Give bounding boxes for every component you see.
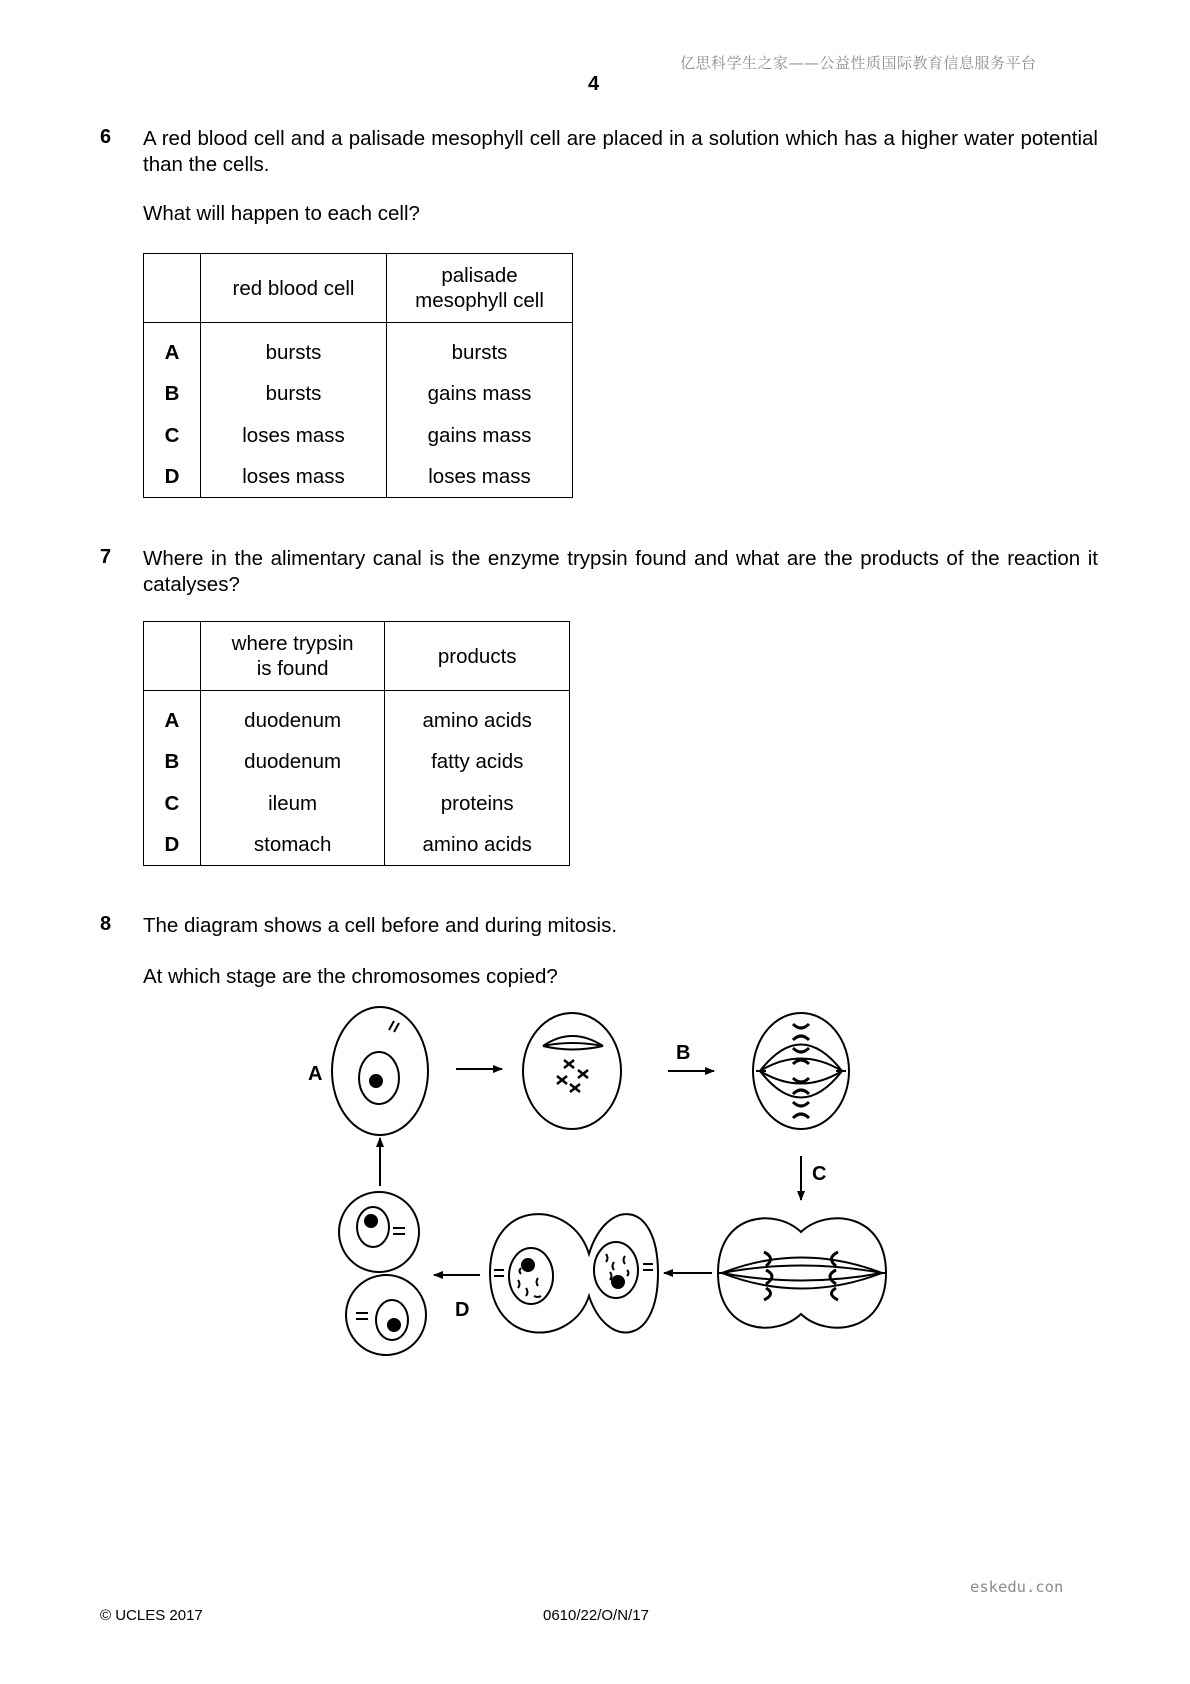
cell-anaphase — [717, 1218, 887, 1327]
spindle-fibre — [543, 1043, 603, 1046]
q8-question: At which stage are the chromosomes copied? — [143, 965, 558, 988]
centrioles — [389, 1021, 399, 1032]
q7-row-c-where: ileum — [200, 783, 385, 825]
q7-number: 7 — [100, 546, 112, 568]
q8-number: 8 — [100, 913, 112, 935]
label-a: A — [308, 1063, 323, 1085]
q6-option-c: C — [144, 415, 201, 457]
q7-option-d: D — [144, 825, 201, 866]
label-b: B — [676, 1042, 691, 1064]
q6-question: What will happen to each cell? — [143, 202, 420, 225]
q7-row-a-products: amino acids — [385, 691, 570, 742]
q8-text: The diagram shows a cell before and during mitosis. — [143, 914, 618, 937]
header-watermark: 亿思科学生之家——公益性质国际教育信息服务平台 — [680, 54, 1037, 72]
label-c: C — [812, 1163, 827, 1185]
cell-daughter-top — [339, 1192, 419, 1272]
footer-watermark: eskedu.con — [970, 1578, 1064, 1596]
q6-row-b-red: bursts — [201, 373, 387, 415]
cell-telophase — [490, 1214, 658, 1332]
cell-metaphase — [753, 1013, 849, 1129]
q6-option-d: D — [144, 457, 201, 498]
q7-row-d-products: amino acids — [385, 825, 570, 866]
q6-row-d-palisade: loses mass — [387, 457, 573, 498]
q7-row-b-products: fatty acids — [385, 741, 570, 783]
q7-option-c: C — [144, 783, 201, 825]
q7-header-products: products — [385, 622, 570, 691]
q7-header-where-line2: is found — [256, 657, 329, 680]
nucleolus — [370, 1075, 382, 1087]
q7-header-where-line1: where trypsin — [231, 632, 354, 655]
footer-copyright: © UCLES 2017 — [100, 1607, 203, 1624]
chromosomes — [557, 1060, 588, 1092]
q7-option-b: B — [144, 741, 201, 783]
q6-row-a-red: bursts — [201, 323, 387, 374]
q7-row-c-products: proteins — [385, 783, 570, 825]
q6-row-c-red: loses mass — [201, 415, 387, 457]
q6-row-c-palisade: gains mass — [387, 415, 573, 457]
q6-row-d-red: loses mass — [201, 457, 387, 498]
footer-code: 0610/22/O/N/17 — [543, 1607, 649, 1624]
q7-row-a-where: duodenum — [200, 691, 385, 742]
spindle-fibre — [543, 1046, 603, 1050]
q7-text: Where in the alimentary canal is the enzyme trypsin found and what are the products of the reaction it catalyses? — [143, 547, 1098, 596]
q7-option-a: A — [144, 691, 201, 742]
q6-header-red-blood-cell: red blood cell — [201, 254, 387, 323]
q6-option-b: B — [144, 373, 201, 415]
q7-row-b-where: duodenum — [200, 741, 385, 783]
q6-header-palisade-line1: palisade — [441, 264, 518, 287]
cell-daughter-bottom — [346, 1275, 426, 1355]
chromosomes — [793, 1024, 809, 1118]
q7-row-d-where: stomach — [200, 825, 385, 866]
cell-prophase — [523, 1013, 621, 1129]
cell-interphase — [332, 1007, 428, 1135]
page-number: 4 — [588, 73, 600, 95]
q6-text: A red blood cell and a palisade mesophyll cell are placed in a solution which has a higher water potential than the cells. — [143, 127, 1098, 176]
q6-option-a: A — [144, 323, 201, 374]
q6-row-a-palisade: bursts — [387, 323, 573, 374]
chromatin — [518, 1254, 629, 1297]
q6-number: 6 — [100, 126, 112, 148]
label-d: D — [455, 1299, 470, 1321]
q6-header-palisade-line2: mesophyll cell — [415, 289, 544, 312]
q6-row-b-palisade: gains mass — [387, 373, 573, 415]
